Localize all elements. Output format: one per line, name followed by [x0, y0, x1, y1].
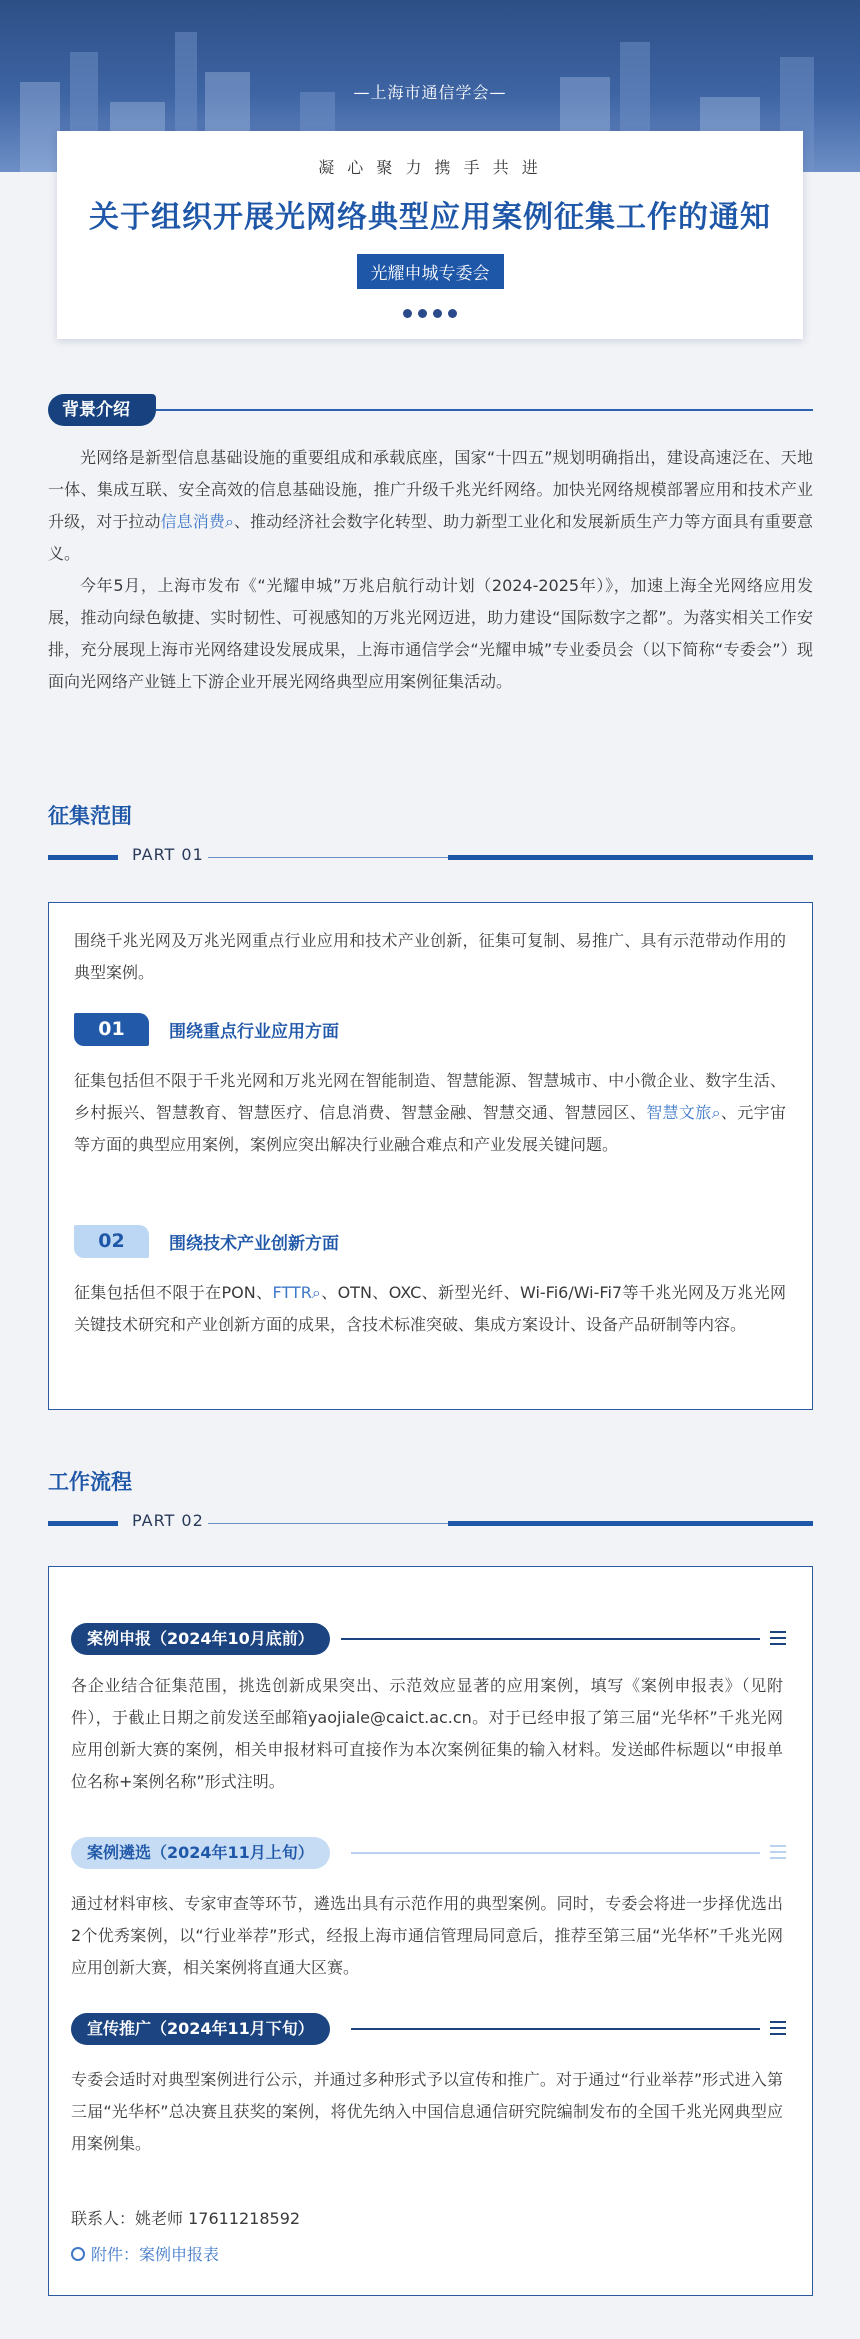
page-title: 关于组织开展光网络典型应用案例征集工作的通知 [89, 200, 771, 235]
background-paragraph-1: 光网络是新型信息基础设施的重要组成和承载底座，国家“十四五”规划明确指出，建设高速泛在、天地一体、集成互联、安全高效的信息基础设施，推广升级千兆光纤网络。加快光网络规模部署应用和技术产业升级，对于拉动信息消费⌕、推动经济社会数字化转型、助力新型工业化和发展新质生产力等方面具有重要意义。 [48, 448, 813, 563]
item-number-02: 02 [74, 1225, 149, 1258]
motto: 凝 心 聚 力 携 手 共 进 [318, 158, 542, 177]
search-icon: ⌕ [224, 512, 234, 531]
scope-intro: 围绕千兆光网及万兆光网重点行业应用和技术产业创新，征集可复制、易推广、具有示范带动作用的典型案例。 [74, 931, 786, 982]
menu-icon [770, 1845, 786, 1859]
step-1-heading [71, 1623, 786, 1655]
step-3-text: 专委会适时对典型案例进行公示，并通过多种形式予以宣传和推广。对于通过“行业举荐”形式进入第三届“光华杯”总决赛且获奖的案例，将优先纳入中国信息通信研究院编制发布的全国千兆光网典型应用案例集。 [71, 2070, 783, 2153]
scope-part-label: PART 01 [132, 845, 204, 864]
menu-icon [770, 1631, 786, 1645]
search-icon: ⌕ [311, 1283, 321, 1302]
dots-decoration [57, 309, 803, 318]
step-1-text: 各企业结合征集范围，挑选创新成果突出、示范效应显著的应用案例，填写《案例申报表》（见附件），于截止日期之前发送至邮箱yaojiale@caict.ac.cn。对于已经申报了第三届“光华杯”千兆光网应用创新大赛的案例，相关申报材料可直接作为本次案例征集的输入材料。发送邮件标题以“申报单位名称+案例名称”形式注明。 [71, 1676, 783, 1791]
step-2-label: 案例遴选（2024年11月上旬） [71, 1837, 330, 1869]
background-paragraph-2: 今年5月，上海市发布《“光耀申城”万兆启航行动计划（2024-2025年）》，加速上海全光网络应用发展，推动向绿色敏捷、实时韧性、可视感知的万兆光网迈进，助力建设“国际数字之都”。为落实相关工作安排，充分展现上海市光网络建设发展成果，上海市通信学会“光耀申城”专业委员会（以下简称“专委会”）现面向光网络产业链上下游企业开展光网络典型应用案例征集活动。 [48, 576, 813, 691]
step-1-label: 案例申报（2024年10月底前） [71, 1623, 330, 1655]
step-3-heading [71, 2013, 786, 2045]
org-banner: —上海市通信学会— [353, 83, 507, 102]
contact-info: 联系人：姚老师 17611218592 [71, 2209, 301, 2228]
search-icon: ⌕ [711, 1103, 721, 1122]
step-2-heading [71, 1837, 786, 1869]
workflow-title: 工作流程 [48, 1470, 132, 1494]
scope-title: 征集范围 [48, 804, 132, 828]
committee-badge: 光耀申城专委会 [357, 254, 504, 289]
item-text-technology: 征集包括但不限于在PON、FTTR⌕、OTN、OXC、新型光纤、Wi-Fi6/Wi-Fi7等千兆光网及万兆光网关键技术研究和产业创新方面的成果，含技术标准突破、集成方案设计、设备产品研制等内容。 [74, 1283, 786, 1334]
item-title-technology: 围绕技术产业创新方面 [169, 1234, 339, 1254]
keyword-link-fttr[interactable]: FTTR [272, 1283, 312, 1302]
workflow-part-label: PART 02 [132, 1511, 204, 1530]
attachment-link[interactable]: 附件：案例申报表 [71, 2242, 219, 2265]
workflow-part-divider [48, 1511, 813, 1535]
background-heading [48, 394, 813, 426]
scope-part-divider [48, 845, 813, 869]
attachment-icon [71, 2247, 85, 2261]
menu-icon [770, 2021, 786, 2035]
step-3-label: 宣传推广（2024年11月下旬） [71, 2013, 330, 2045]
title-card [57, 131, 803, 339]
item-text-industry: 征集包括但不限于千兆光网和万兆光网在智能制造、智慧能源、智慧城市、中小微企业、数字生活、乡村振兴、智慧教育、智慧医疗、信息消费、智慧金融、智慧交通、智慧园区、智慧文旅⌕、元宇宙等方面的典型应用案例，案例应突出解决行业融合难点和产业发展关键问题。 [74, 1071, 786, 1154]
keyword-link-info-consumption[interactable]: 信息消费 [160, 512, 225, 531]
item-number-01: 01 [74, 1013, 149, 1046]
scope-box [48, 902, 813, 1410]
item-title-industry: 围绕重点行业应用方面 [169, 1022, 339, 1042]
keyword-link-smart-tourism[interactable]: 智慧文旅 [646, 1103, 712, 1122]
background-label: 背景介绍 [48, 394, 156, 426]
step-2-text: 通过材料审核、专家审查等环节，遴选出具有示范作用的典型案例。同时，专委会将进一步择优选出2个优秀案例，以“行业举荐”形式，经报上海市通信管理局同意后，推荐至第三届“光华杯”千兆光网应用创新大赛，相关案例将直通大区赛。 [71, 1894, 783, 1977]
